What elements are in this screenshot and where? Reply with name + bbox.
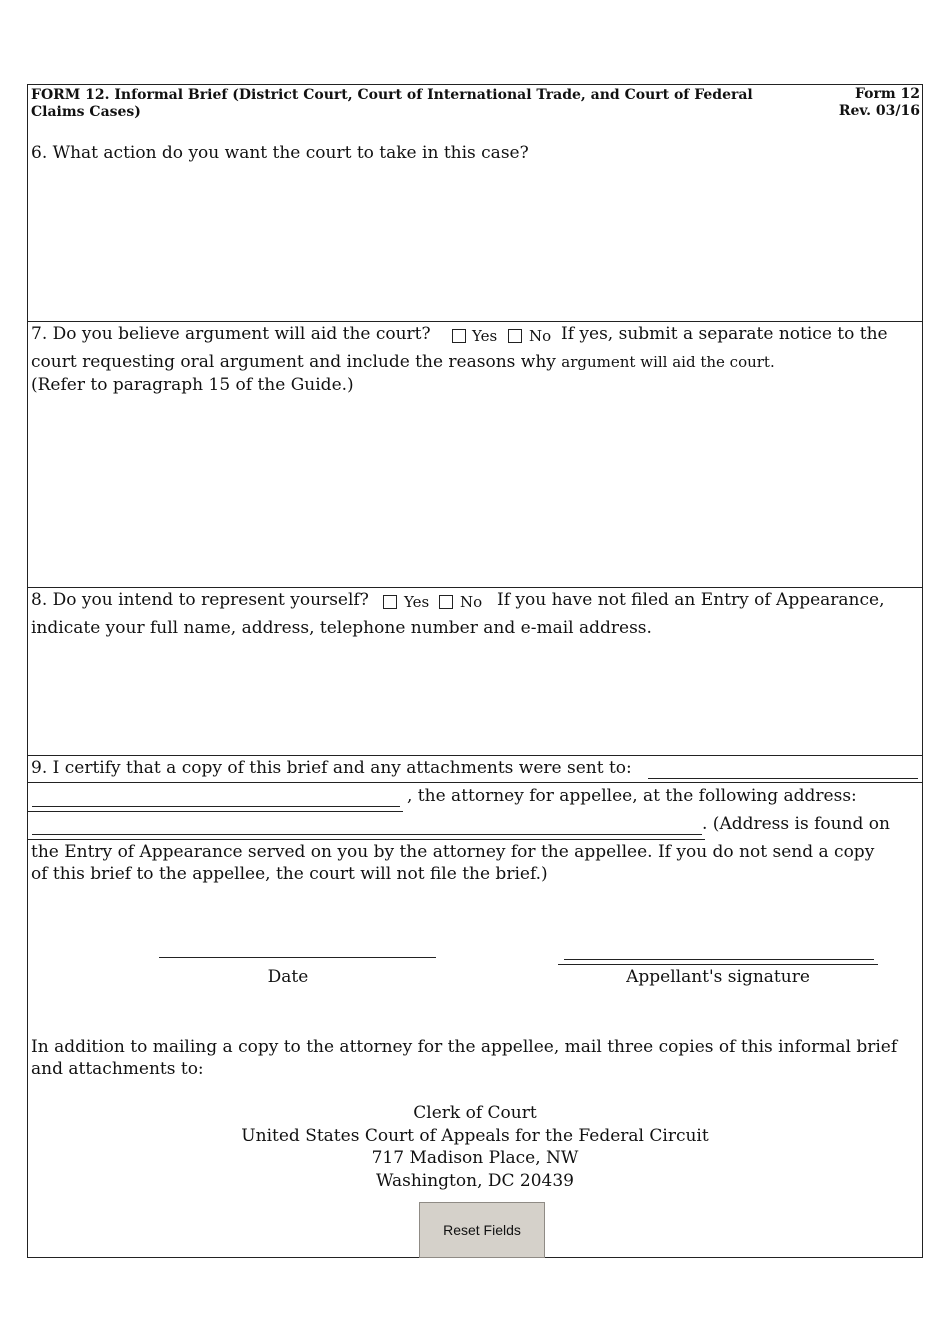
clerk-address-line: Washington, DC 20439 <box>375 1171 574 1191</box>
divider <box>27 811 403 812</box>
q7-no-label: No <box>529 327 552 345</box>
attorney-address-field[interactable] <box>32 816 706 836</box>
q8-instruction-line2: indicate your full name, address, telephone number and e-mail address. <box>31 618 652 638</box>
q8-yes-checkbox[interactable] <box>383 595 397 609</box>
form-number: Form 12 <box>854 86 920 102</box>
q7-instruction: If yes, submit a separate notice to the <box>561 324 888 344</box>
divider <box>27 321 923 322</box>
q6-answer-field[interactable] <box>30 168 922 320</box>
q8-yes-label: Yes <box>404 593 430 611</box>
divider <box>27 755 923 756</box>
q8-answer-field[interactable] <box>30 643 922 755</box>
recipient-name-field[interactable] <box>648 760 922 780</box>
q7-instruction-line2 <box>31 351 775 373</box>
date-field[interactable] <box>159 938 440 958</box>
date-label: Date <box>267 967 309 987</box>
q7-answer-field[interactable] <box>30 400 922 586</box>
clerk-address-line: United States Court of Appeals for the Federal Circuit <box>241 1126 709 1146</box>
signature-label: Appellant's signature <box>626 967 810 987</box>
recipient-underline <box>648 778 918 779</box>
q7-question: 7. Do you believe argument will aid the court? <box>31 324 431 344</box>
q6-text: 6. What action do you want the court to take in this case? <box>31 143 529 163</box>
mailing-line1: In addition to mailing a copy to the attorney for the appellee, mail three copies of this informal brief <box>31 1037 898 1057</box>
form-title-line2: Claims Cases) <box>31 104 141 120</box>
q8-instruction: If you have not filed an Entry of Appearance, <box>497 590 885 610</box>
divider <box>27 839 705 840</box>
signature-field[interactable] <box>564 938 878 958</box>
attorney-underline <box>32 806 400 807</box>
signature-underline-outer <box>558 964 878 965</box>
form-revision: Rev. 03/16 <box>838 103 920 119</box>
q7-line2-b: argument will aid the court. <box>561 353 775 371</box>
q9-line3: . (Address is found on <box>702 814 890 834</box>
q7-no-checkbox[interactable] <box>508 329 522 343</box>
q8-question: 8. Do you intend to represent yourself? <box>31 590 369 610</box>
q9-line1: 9. I certify that a copy of this brief and any attachments were sent to: <box>31 758 632 778</box>
signature-underline <box>564 959 874 960</box>
address-underline <box>32 834 702 835</box>
mailing-line2: and attachments to: <box>31 1059 204 1079</box>
q9-line4: the Entry of Appearance served on you by the attorney for the appellee. If you do not send a copy <box>31 842 875 862</box>
q9-line2: , the attorney for appellee, at the following address: <box>407 786 857 806</box>
form-title-line1: FORM 12. Informal Brief (District Court, Court of International Trade, and Court of Federal <box>31 87 753 103</box>
date-underline <box>159 957 436 958</box>
q9-line5: of this brief to the appellee, the court will not file the brief.) <box>31 864 548 884</box>
divider <box>27 587 923 588</box>
q7-yes-label: Yes <box>472 327 498 345</box>
q8-no-label: No <box>460 593 483 611</box>
clerk-address-line: 717 Madison Place, NW <box>371 1148 579 1168</box>
q7-reference: (Refer to paragraph 15 of the Guide.) <box>31 375 354 395</box>
attorney-name-field[interactable] <box>32 788 404 808</box>
divider <box>27 782 923 783</box>
reset-fields-button[interactable]: Reset Fields <box>419 1202 545 1258</box>
clerk-address-line: Clerk of Court <box>413 1103 537 1123</box>
q7-line2-a: court requesting oral argument and include the reasons why <box>31 352 556 372</box>
q7-yes-checkbox[interactable] <box>452 329 466 343</box>
q8-no-checkbox[interactable] <box>439 595 453 609</box>
